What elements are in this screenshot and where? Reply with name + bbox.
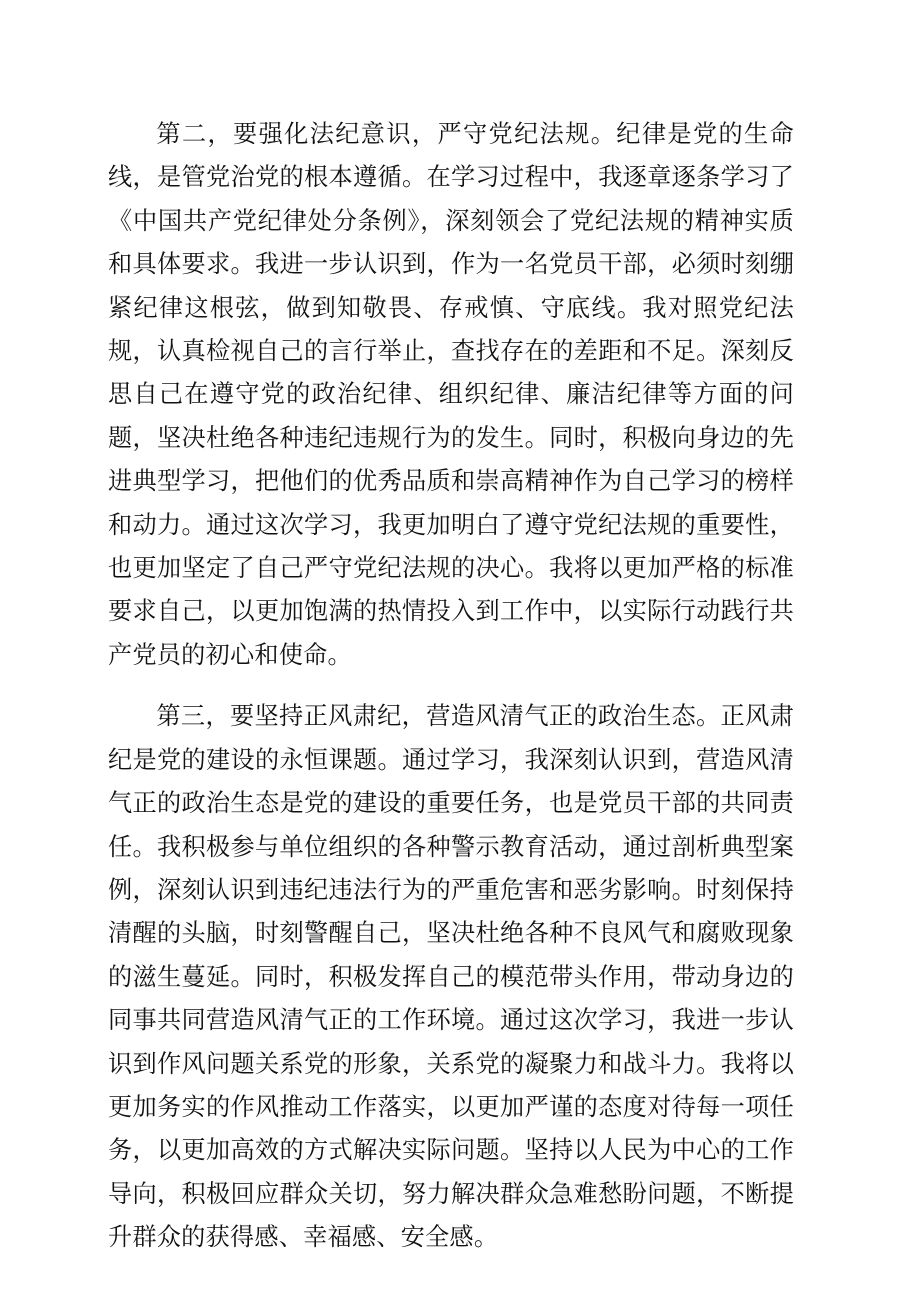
paragraph-second-point: 第二，要强化法纪意识，严守党纪法规。纪律是党的生命线，是管党治党的根本遵循。在学习过程中，我逐章逐条学习了《中国共产党纪律处分条例》，深刻领会了党纪法规的精神实质和具体要求。我进一步认识到，作为一名党员干部，必须时刻绷紧纪律这根弦，做到知敬畏、存戒慎、守底线。我对照党纪法规，认真检视自己的言行举止，查找存在的差距和不足。深刻反思自己在遵守党的政治纪律、组织纪律、廉洁纪律等方面的问题，坚决杜绝各种违纪违规行为的发生。同时，积极向身边的先进典型学习，把他们的优秀品质和崇高精神作为自己学习的榜样和动力。通过这次学习，我更加明白了遵守党纪法规的重要性，也更加坚定了自己严守党纪法规的决心。我将以更加严格的标准要求自己，以更加饱满的热情投入到工作中，以实际行动践行共产党员的初心和使命。 [108, 120, 794, 669]
paragraph-third-point: 第三，要坚持正风肃纪，营造风清气正的政治生态。正风肃纪是党的建设的永恒课题。通过学习，我深刻认识到，营造风清气正的政治生态是党的建设的重要任务，也是党员干部的共同责任。我积极参与单位组织的各种警示教育活动，通过剖析典型案例，深刻认识到违纪违法行为的严重危害和恶劣影响。时刻保持清醒的头脑，时刻警醒自己，坚决杜绝各种不良风气和腐败现象的滋生蔓延。同时，积极发挥自己的模范带头作用，带动身边的同事共同营造风清气正的工作环境。通过这次学习，我进一步认识到作风问题关系党的形象，关系党的凝聚力和战斗力。我将以更加务实的作风推动工作落实，以更加严谨的态度对待每一项任务，以更加高效的方式解决实际问题。坚持以人民为中心的工作导向，积极回应群众关切，努力解决群众急难愁盼问题，不断提升群众的获得感、幸福感、安全感。 [108, 702, 794, 1252]
document-body [108, 113, 794, 1260]
